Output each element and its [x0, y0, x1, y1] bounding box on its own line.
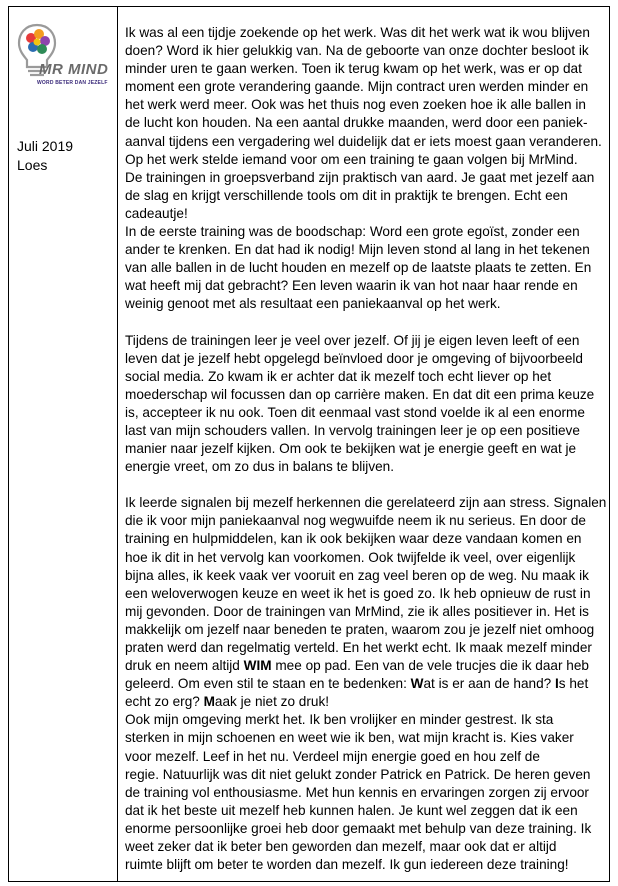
text-line: De trainingen in groepsverband zijn praktisch van aard. Je gaat met jezelf aan: [125, 169, 595, 185]
mrmind-logo: [17, 21, 117, 91]
text-line: weet zeker dat ik beter ben geworden dan mezelf, maar ook dat er altijd: [125, 839, 557, 855]
text-line: sterken in mijn schoenen en weet wie ik ben, wat mijn kracht is. Kies vaker: [125, 730, 574, 746]
text-line: ander te krenken. En dat had ik nodig! Mijn leven stond al lang in het tekenen: [125, 242, 590, 258]
text-run: s het: [558, 676, 589, 692]
text-line: minder uren te gaan werken. Toen ik terug kwam op het werk, was er op dat: [125, 61, 582, 77]
text-line: bijna alles, ik keek vaak ver vooruit en zag veel beren op de weg. Nu maak ik: [125, 567, 589, 583]
text-line: de lucht kon houden. Na een aantal drukke maanden, werd door een paniek-: [125, 115, 588, 131]
logo-tagline: WORD BETER DAN JEZELF: [37, 80, 108, 86]
text-line: last van mijn schouders vallen. In vervolg trainingen leer je op een positieve: [125, 422, 580, 438]
meta-block: [17, 137, 117, 175]
w-bold: W: [410, 676, 424, 692]
text-line: dat ik het beste uit mezelf heb kunnen halen. Je kunt wel zeggen dat ik een: [125, 802, 578, 818]
text-line: manier naar jezelf kijken. Om ook te bekijken wat je energie geeft en wat je: [125, 441, 577, 457]
text-line: Ik was al een tijdje zoekende op het werk. Was dit het werk wat ik wou blijven: [125, 25, 590, 40]
text-line: Ik leerde signalen bij mezelf herkennen die gerelateerd zijn aan stress. Signalen: [125, 495, 607, 511]
sidebar-cell: [9, 7, 118, 881]
text-line: leven dat je jezelf hebt opgelegd beïnvloed door je omgeving of bijvoorbeeld: [125, 350, 583, 366]
text-line: Ook mijn omgeving merkt het. Ik ben vrolijker en minder gestrest. Ik sta: [125, 712, 554, 728]
text-run: at is er aan de hand?: [423, 676, 556, 692]
text-line: aanval tijdens een vergadering wel duidelijk dat er iets moest gaan veranderen.: [125, 133, 602, 149]
text-line: [125, 693, 606, 711]
body-text-cell: [118, 7, 612, 881]
text-line: [125, 657, 606, 675]
text-line: is, accepteer ik nu ook. Toen dit eenmaal vast stond voelde ik al een enorme: [125, 404, 585, 420]
text-line: hoe ik dit in het vervolg kan voorkomen. Ook twijfelde ik veel, over eigenlijk: [125, 549, 576, 565]
text-run: druk en neem altijd: [125, 658, 244, 674]
text-line: weinig genoot met als resultaat een paniekaanval op het werk.: [125, 296, 501, 312]
text-line: doen? Word ik hier gelukkig van. Na de geboorte van onze dochter besloot ik: [125, 43, 589, 59]
text-line: het werk werd meer. Ook was het thuis nog even zoeken hoe ik alle ballen in: [125, 97, 586, 113]
i-bold: I: [555, 676, 559, 692]
text-line: een weloverwogen keuze en weet ik het is goed zo. Ik heb opnieuw de rust in: [125, 585, 591, 601]
document-table: [8, 6, 610, 882]
text-line: regie. Natuurlijk was dit niet gelukt zonder Patrick en Patrick. De heren geven: [125, 766, 591, 782]
text-line: wat heeft mij dat gebracht? Een leven waarin ik van hot naar haar rende en: [125, 278, 578, 294]
text-line: training en hulpmiddelen, kan ik ook bekijken waar deze vandaan komen en: [125, 531, 582, 547]
text-line: [125, 675, 606, 693]
text-line: de training vol enthousiasme. Met hun kennis en ervaringen zorgen zij ervoor: [125, 784, 589, 800]
text-line: Op het werk stelde iemand voor om een training te gaan volgen bij MrMind.: [125, 151, 578, 167]
paragraph-3: [125, 494, 606, 874]
text-line: cadeautje!: [125, 205, 188, 221]
text-line: moederschap wil focussen dan op carrière maken. En dat dit een prima keuze: [125, 386, 595, 402]
text-line: mij gevonden. Door de trainingen van MrMind, zie ik alles positiever in. Het is: [125, 603, 589, 619]
logo-wordmark: MR MIND: [39, 61, 109, 78]
date-text: Juli 2019: [17, 138, 74, 154]
paragraph-2: [125, 332, 606, 477]
text-line: In de eerste training was de boodschap: Word een grote egoïst, zonder een: [125, 224, 580, 240]
text-line: die ik voor mijn paniekaanval nog wegwuifde neem ik nu serieus. En door de: [125, 513, 586, 529]
text-line: moment een grote verandering gaande. Mijn contract uren werden minder en: [125, 79, 589, 95]
text-run: aak je niet zo druk!: [214, 694, 330, 710]
text-line: energie vreet, om zo dus in balans te blijven.: [125, 459, 395, 475]
text-line: social media. Zo kwam ik er achter dat ik mezelf toch echt liever op het: [125, 368, 552, 384]
text-line: enorme persoonlijke groei heb door gemaakt met behulp van deze training. Ik: [125, 820, 592, 836]
author-text: Loes: [17, 157, 48, 173]
text-line: voor mezelf. Leef in het nu. Verdeel mijn energie goed en hou zelf de: [125, 748, 540, 764]
text-line: praten werd dan regelmatig verteld. En het werkt echt. Ik maak mezelf minder: [125, 640, 592, 655]
m-bold: M: [203, 694, 215, 710]
text-run: geleerd. Om even stil te staan en te bedenken:: [125, 676, 411, 692]
paragraph-1: [125, 24, 606, 314]
text-line: van alle ballen in de lucht houden en mezelf op de laatste plaats te zetten. En: [125, 260, 592, 276]
text-run: mee op pad. Een van de vele trucjes die ik daar heb: [271, 658, 589, 674]
text-line: ruimte blijft om beter te worden dan mezelf. Ik gun iedereen deze training!: [125, 857, 569, 873]
wim-bold: WIM: [243, 658, 272, 674]
text-run: echt zo erg?: [125, 694, 204, 710]
text-line: Tijdens de trainingen leer je veel over jezelf. Of jij je eigen leven leeft of een: [125, 332, 580, 348]
text-line: makkelijk om jezelf naar beneden te praten, waarom zou je jezelf niet omhoog: [125, 621, 595, 637]
text-line: de slag en krijgt verschillende tools om dit in praktijk te brengen. Echt een: [125, 187, 568, 203]
